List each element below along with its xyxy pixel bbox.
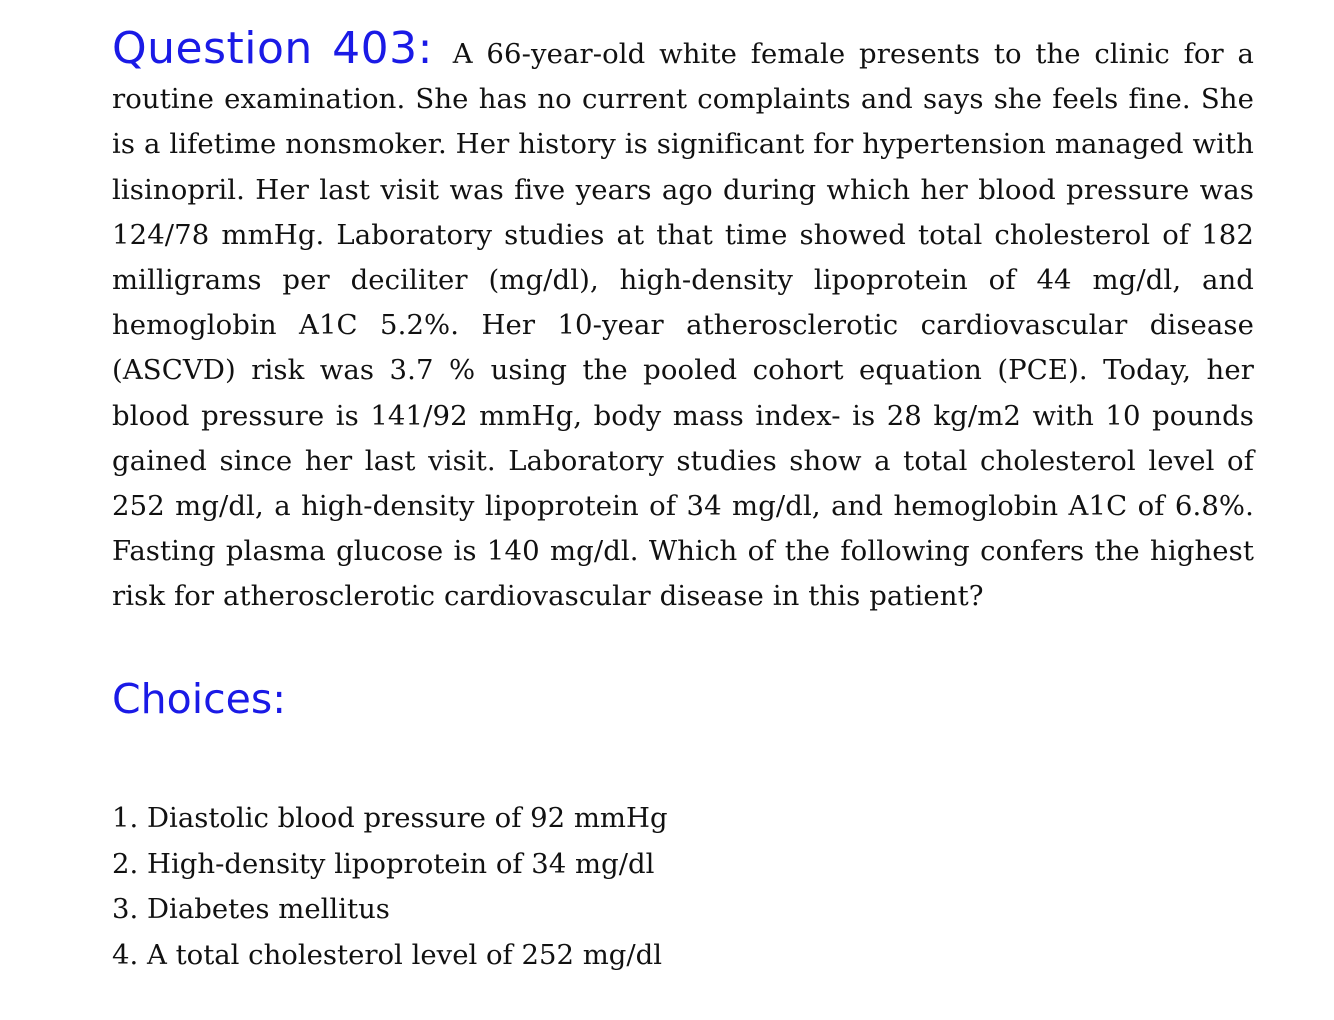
question-text: A 66-year-old white female presents to the clinic for a routine examination. She has no current complaints and says she feels fine. She is a lifetime nonsmoker. Her history is significant for hypertension managed with lisinopril. Her last visit was five years ago during which her blood pressure was 124/78 mmHg. Laboratory studies at that time showed total cholesterol of 182 milligrams per deciliter (mg/dl), high-density lipoprotein of 44 mg/dl, and hemoglobin A1C 5.2%. Her 10-year atherosclerotic cardiovascular disease (ASCVD) risk was 3.7 % using the pooled cohort equation (PCE). Today, her blood pressure is 141/92 mmHg, body mass index- is 28 kg/m2 with 10 pounds gained since her last visit. Laboratory studies show a total cholesterol level of 252 mg/dl, a high-density lipoprotein of 34 mg/dl, and hemoglobin A1C of 6.8%. Fasting plasma glucose is 140 mg/dl. Which of the following confers the highest risk for atherosclerotic cardiovascular disease in this patient?	[112, 38, 1255, 613]
choices-heading: Choices:	[112, 675, 287, 723]
choice-item-2[interactable]: 2. High-density lipoprotein of 34 mg/dl	[112, 847, 655, 880]
choice-item-3[interactable]: 3. Diabetes mellitus	[112, 893, 390, 926]
question-page	[112, 23, 1255, 971]
choice-item-4[interactable]: 4. A total cholesterol level of 252 mg/dl	[112, 938, 663, 971]
choice-list	[112, 796, 668, 978]
question-block	[112, 23, 1255, 620]
question-label: Question 403:	[112, 23, 433, 74]
choice-item-1[interactable]: 1. Diastolic blood pressure of 92 mmHg	[112, 802, 668, 834]
